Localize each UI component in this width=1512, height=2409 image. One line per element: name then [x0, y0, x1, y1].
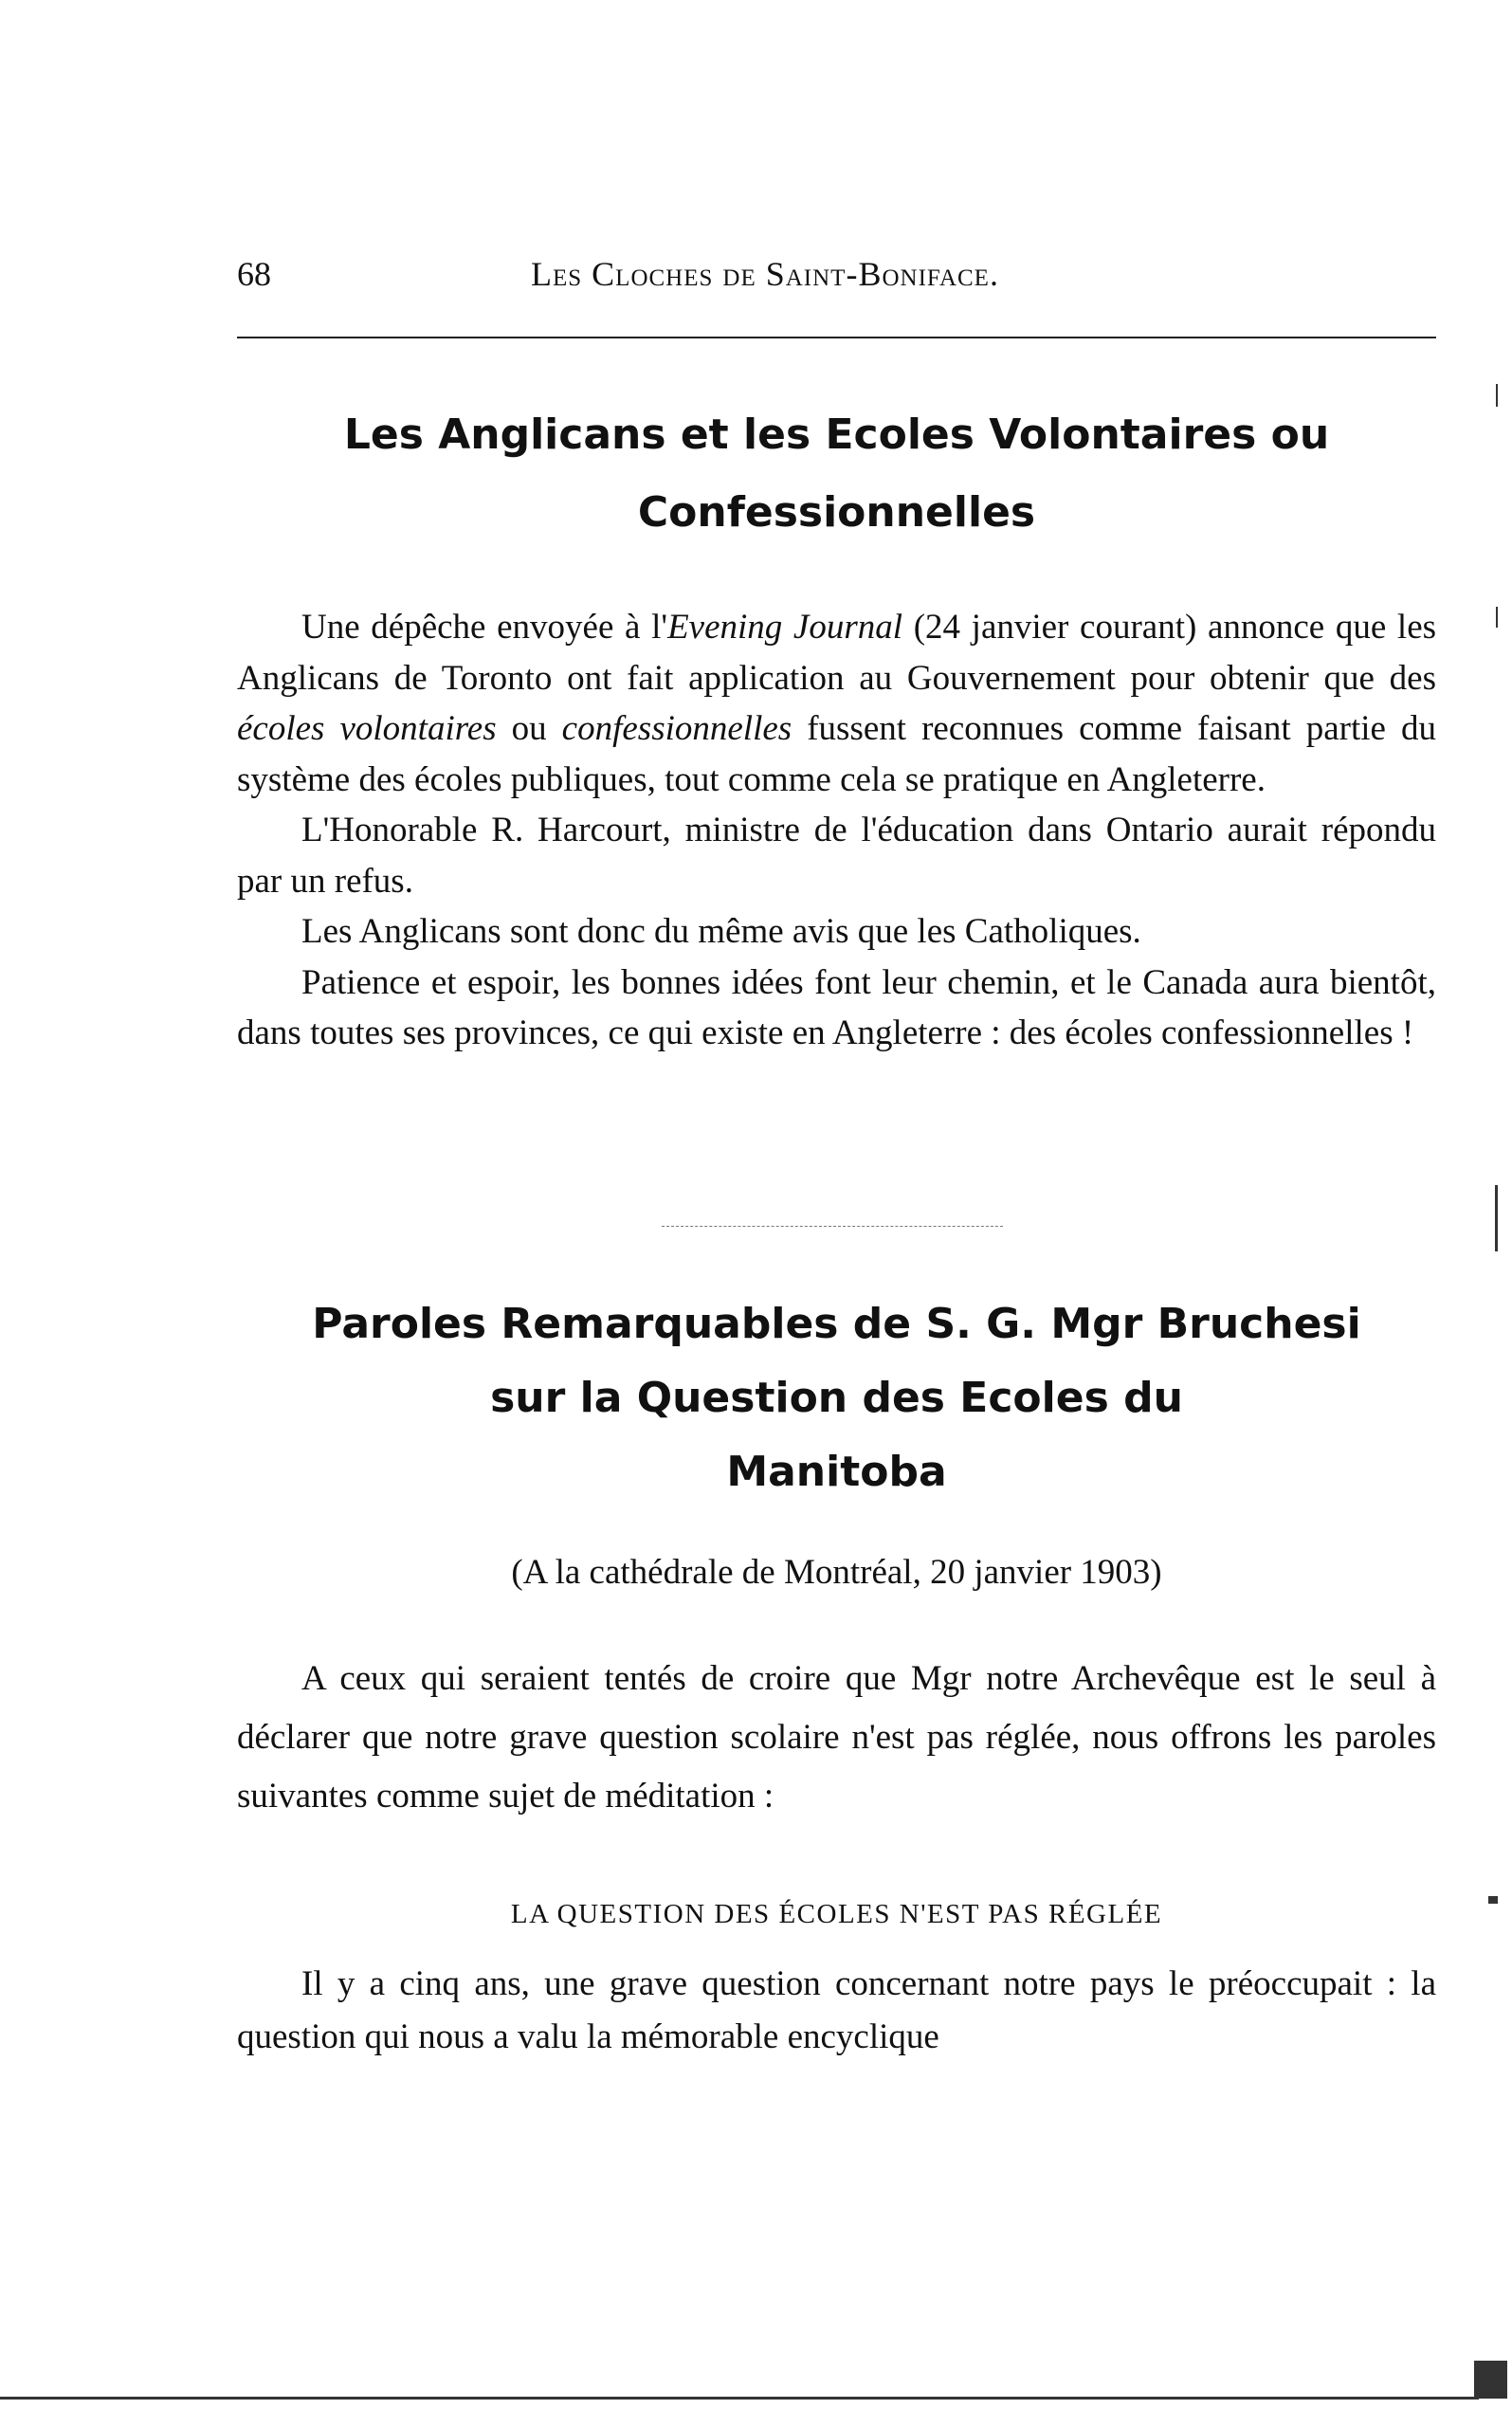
article2-subtitle: (A la cathédrale de Montréal, 20 janvier 1903) — [511, 1553, 1162, 1592]
article2-title-line-1: Paroles Remarquables de S. G. Mgr Bruchesi — [312, 1300, 1361, 1348]
article1-paragraph-4: Patience et espoir, les bonnes idées font leur chemin, et le Canada aura bientôt, dans toutes ses provinces, ce qui existe en Angleterre : des écoles confessionnelles ! — [237, 962, 1436, 1052]
article2-paragraph-1: A ceux qui seraient tentés de croire que Mgr notre Archevêque est le seul à déclarer que notre grave question scolaire n'est pas réglée, nous offrons les paroles suivantes comme sujet de méditation : — [237, 1659, 1436, 1816]
article2-body — [237, 1958, 1436, 2064]
header-rule — [237, 337, 1436, 338]
scan-mark — [0, 2397, 1479, 2400]
article2-intro — [237, 1650, 1436, 1826]
article2-title-line-3: Manitoba — [726, 1448, 947, 1496]
scan-mark — [1496, 607, 1498, 628]
article2-paragraph-2: Il y a cinq ans, une grave question concernant notre pays le préoccupait : la question qui nous a valu la mémorable encyclique — [237, 1964, 1436, 2056]
article1-paragraph-3: Les Anglicans sont donc du même avis que les Catholiques. — [301, 912, 1141, 951]
scan-mark — [1474, 2361, 1507, 2399]
article2-title — [237, 1287, 1436, 1509]
section-divider — [662, 1226, 1003, 1227]
article1-paragraph-2: L'Honorable R. Harcourt, ministre de l'éducation dans Ontario aurait répondu par un refus. — [237, 811, 1436, 901]
scan-mark — [1495, 1185, 1498, 1251]
article2-subheading: LA QUESTION DES ÉCOLES N'EST PAS RÉGLÉE — [510, 1899, 1163, 1929]
page-number: 68 — [237, 255, 271, 293]
running-title: Les Cloches de Saint-Boniface. — [531, 255, 999, 293]
article1-title: Les Anglicans et les Ecoles Volontaires ou Confessionnelles — [343, 411, 1330, 537]
scan-mark — [1488, 1896, 1498, 1904]
scan-mark — [1496, 384, 1498, 407]
article2-title-line-2: sur la Question des Ecoles du — [490, 1374, 1183, 1422]
article1-paragraph-1: Une dépêche envoyée à l'Evening Journal (24 janvier courant) annonce que les Anglicans de Toronto ont fait application au Gouvernement pour obtenir que des écoles volontaires ou confessionnelles fussent reconnues comme faisant partie du système des écoles publiques, tout comme cela se pratique en Angleterre. — [237, 608, 1437, 799]
running-head — [237, 254, 1436, 301]
article1-body — [237, 602, 1436, 1059]
